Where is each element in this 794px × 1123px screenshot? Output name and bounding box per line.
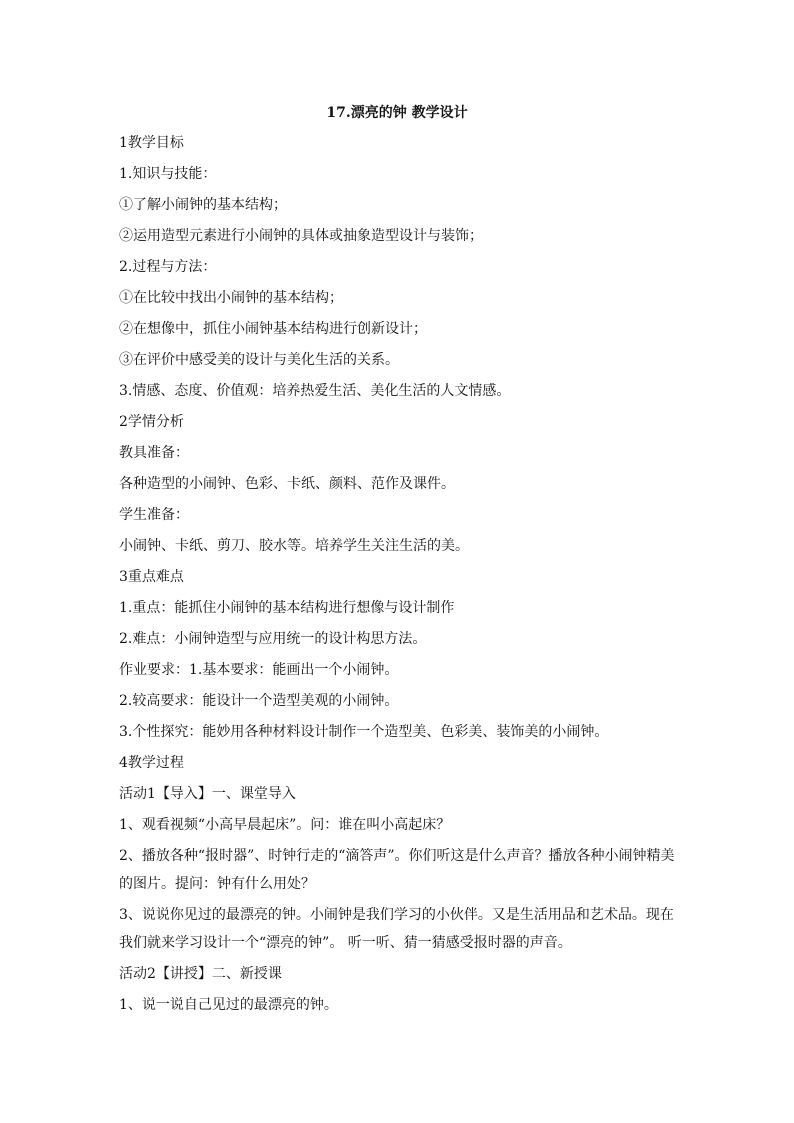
section-heading-learning-analysis: 2学情分析 xyxy=(119,414,184,430)
subheading-teaching-aids: 教具准备： xyxy=(119,445,189,461)
paragraph-emotion-attitude: 3.情感、态度、价值观：培养热爱生活、美化生活的人文情感。 xyxy=(119,383,511,399)
list-item: ②运用造型元素进行小闹钟的具体或抽象造型设计与装饰； xyxy=(119,228,483,244)
paragraph-new-lesson-step-1: 1、说一说自己见过的最漂亮的钟。 xyxy=(119,997,338,1013)
paragraph-step-3-line-1: 3、说说你见过的最漂亮的钟。小闹钟是我们学习的小伙伴。又是生活用品和艺术品。现在 xyxy=(119,907,674,923)
paragraph-teaching-aids: 各种造型的小闹钟、色彩、卡纸、颜料、范作及课件。 xyxy=(119,476,455,492)
paragraph-step-2-line-1: 2、播放各种“报时器”、时钟行走的“滴答声”。你们听这是什么声音？播放各种小闹钟精美 xyxy=(119,848,675,864)
paragraph-step-1: 1、观看视频“小高早晨起床”。问：谁在叫小高起床？ xyxy=(119,817,451,833)
paragraph-homework-advanced: 2.较高要求：能设计一个造型美观的小闹钟。 xyxy=(119,693,399,709)
subheading-student-prep: 学生准备： xyxy=(119,507,189,523)
paragraph-key-point: 1.重点：能抓住小闹钟的基本结构进行想像与设计制作 xyxy=(119,600,455,616)
paragraph-student-prep: 小闹钟、卡纸、剪刀、胶水等。培养学生关注生活的美。 xyxy=(119,538,469,554)
paragraph-difficulty: 2.难点：小闹钟造型与应用统一的设计构思方法。 xyxy=(119,631,427,647)
subheading-process-method: 2.过程与方法： xyxy=(119,259,217,275)
document-body xyxy=(119,133,679,1026)
list-item: ①了解小闹钟的基本结构； xyxy=(119,197,287,213)
paragraph-step-3-line-2: 我们就来学习设计一个“漂亮的钟”。 听一听、猜一猜感受报时器的声音。 xyxy=(119,935,572,951)
paragraph-step-2-line-2: 的图片。提问：钟有什么用处？ xyxy=(119,876,315,892)
paragraph-homework-exploration: 3.个性探究：能妙用各种材料设计制作一个造型美、色彩美、装饰美的小闹钟。 xyxy=(119,724,609,740)
list-item: ①在比较中找出小闹钟的基本结构； xyxy=(119,290,343,306)
section-heading-teaching-process: 4教学过程 xyxy=(119,755,184,771)
activity-heading-intro: 活动1【导入】一、课堂导入 xyxy=(119,786,296,802)
list-item: ③在评价中感受美的设计与美化生活的关系。 xyxy=(119,352,399,368)
section-heading-key-points: 3重点难点 xyxy=(119,569,184,585)
document-title: 17.漂亮的钟 教学设计 xyxy=(326,105,468,121)
list-item: ②在想像中，抓住小闹钟基本结构进行创新设计； xyxy=(119,321,427,337)
paragraph-homework-basic: 作业要求：1.基本要求：能画出一个小闹钟。 xyxy=(119,662,399,678)
section-heading-teaching-goals: 1教学目标 xyxy=(119,135,184,151)
subheading-knowledge-skills: 1.知识与技能： xyxy=(119,166,217,182)
activity-heading-new-lesson: 活动2【讲授】二、新授课 xyxy=(119,966,282,982)
